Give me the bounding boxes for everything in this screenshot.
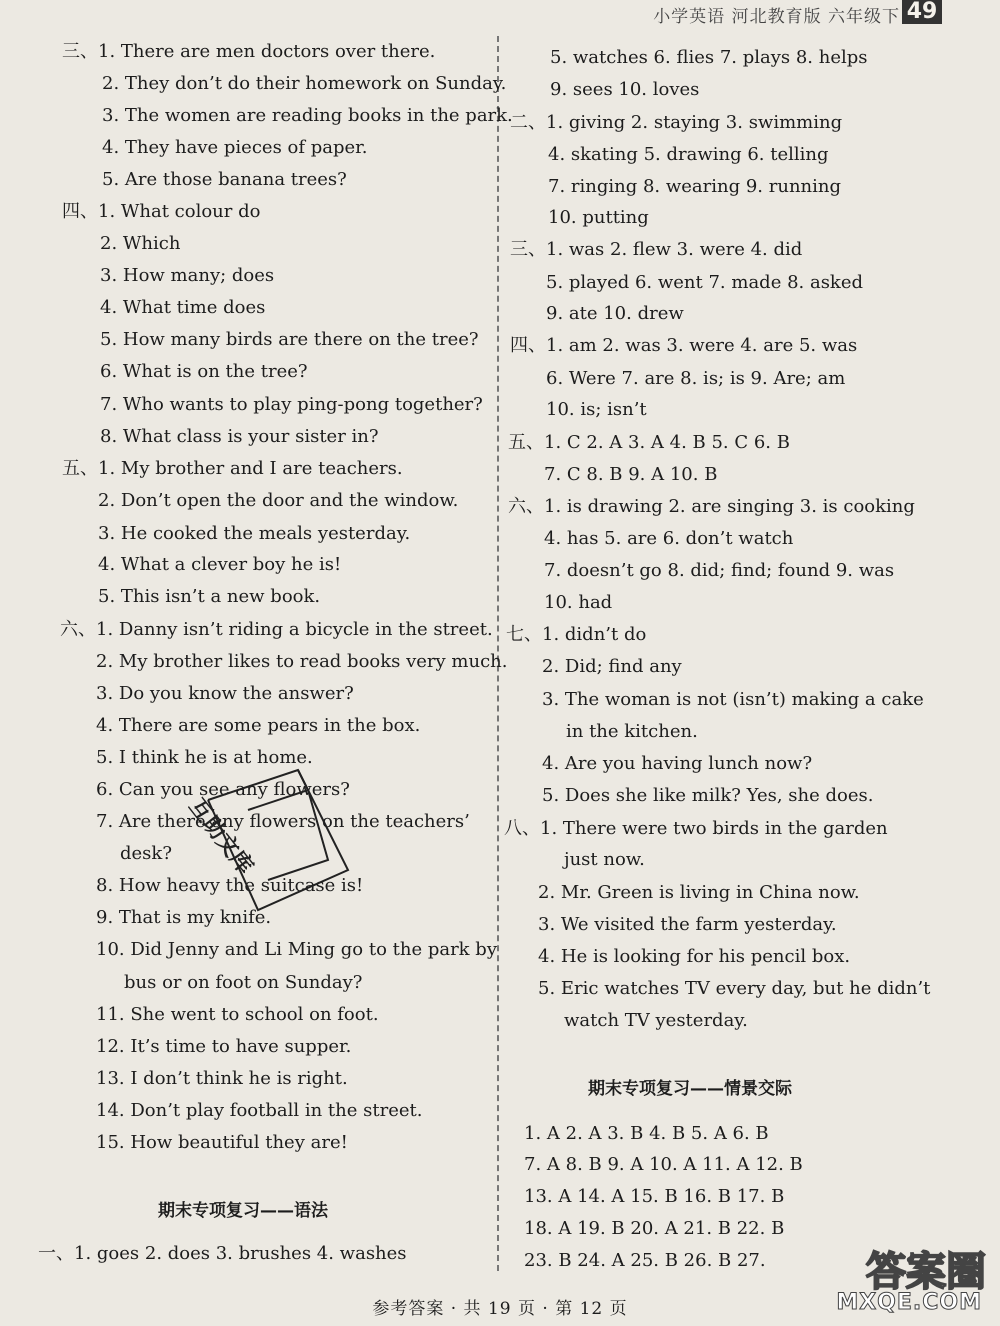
answer-line: 四、1. am 2. was 3. were 4. are 5. was — [510, 335, 858, 356]
answer-line: 9. sees 10. loves — [550, 79, 700, 100]
answer-line: 4. skating 5. drawing 6. telling — [548, 144, 829, 165]
answer-line: 15. How beautiful they are! — [96, 1132, 348, 1153]
answer-line: 2. Mr. Green is living in China now. — [538, 882, 860, 903]
answer-line: 7. C 8. B 9. A 10. B — [544, 464, 718, 485]
answer-line: 12. It’s time to have supper. — [96, 1036, 352, 1057]
answer-line: 2. Did; find any — [542, 656, 682, 677]
page-header — [0, 0, 1000, 34]
answer-line: 2. Don’t open the door and the window. — [98, 490, 459, 511]
answer-line: 10. had — [544, 592, 613, 613]
answer-line: 2. My brother likes to read books very much. — [96, 651, 508, 672]
answer-line: 6. What is on the tree? — [100, 361, 308, 382]
answer-line: 5. Are those banana trees? — [102, 169, 347, 190]
answer-line: 5. How many birds are there on the tree? — [100, 329, 479, 350]
answer-line: 7. doesn’t go 8. did; find; found 9. was — [544, 560, 895, 581]
stamp-text: 互助文库 — [183, 794, 258, 880]
answer-line: 4. There are some pears in the box. — [96, 715, 421, 736]
answer-line: 3. He cooked the meals yesterday. — [98, 523, 411, 544]
answer-line: 5. I think he is at home. — [96, 747, 313, 768]
answer-line: bus or on foot on Sunday? — [124, 972, 363, 993]
answer-line: 一、1. goes 2. does 3. brushes 4. washes — [38, 1243, 407, 1264]
answer-line: 2. They don’t do their homework on Sunday. — [102, 73, 507, 94]
answer-line: just now. — [564, 849, 645, 870]
answer-line: 9. That is my knife. — [96, 907, 272, 928]
answer-line: 八、1. There were two birds in the garden — [504, 818, 888, 839]
answer-line: 13. A 14. A 15. B 16. B 17. B — [524, 1186, 785, 1207]
answer-line: 三、1. was 2. flew 3. were 4. did — [510, 239, 803, 260]
answer-line: 五、1. C 2. A 3. A 4. B 5. C 6. B — [508, 432, 790, 453]
answer-line: 10. Did Jenny and Li Ming go to the park by — [96, 939, 498, 960]
answer-line: 6. Can you see any flowers? — [96, 779, 350, 800]
answer-line: 6. Were 7. are 8. is; is 9. Are; am — [546, 368, 846, 389]
answer-line: 七、1. didn’t do — [506, 624, 647, 645]
answer-line: 5. played 6. went 7. made 8. asked — [546, 272, 864, 293]
answer-line: desk? — [120, 843, 172, 864]
answer-line: watch TV yesterday. — [564, 1010, 748, 1031]
answer-line: 18. A 19. B 20. A 21. B 22. B — [524, 1218, 785, 1239]
answer-line: 4. has 5. are 6. don’t watch — [544, 528, 794, 549]
answer-line: 五、1. My brother and I are teachers. — [62, 458, 403, 479]
answer-line: 4. Are you having lunch now? — [542, 753, 813, 774]
logo-url: MXQE.COM — [836, 1290, 982, 1315]
answer-line: 3. We visited the farm yesterday. — [538, 914, 837, 935]
answer-line: 11. She went to school on foot. — [96, 1004, 379, 1025]
answer-line: 3. Do you know the answer? — [96, 683, 354, 704]
answer-line: 5. This isn’t a new book. — [98, 586, 321, 607]
section-title: 期末专项复习——语法 — [158, 1201, 328, 1221]
answer-line: 10. putting — [548, 207, 649, 228]
answer-line: 5. Eric watches TV every day, but he didn’t — [538, 978, 931, 999]
answer-line: 二、1. giving 2. staying 3. swimming — [510, 112, 843, 133]
answer-line: 2. Which — [100, 233, 181, 254]
answer-line: 7. Who wants to play ping-pong together? — [100, 394, 483, 415]
answer-line: 3. The woman is not (isn’t) making a cake — [542, 689, 924, 710]
answer-line: 10. is; isn’t — [546, 399, 647, 420]
answer-line: 4. What a clever boy he is! — [98, 554, 342, 575]
answer-line: 7. Are there any flowers on the teachers’ — [96, 811, 470, 832]
watermark-stamp — [183, 760, 358, 920]
answer-line: 5. Does she like milk? Yes, she does. — [542, 785, 874, 806]
page-footer: 参考答案 · 共 19 页 · 第 12 页 — [372, 1299, 628, 1319]
answer-line: 六、1. Danny isn’t riding a bicycle in the street. — [60, 619, 493, 640]
answer-line: 3. The women are reading books in the park. — [102, 105, 513, 126]
answer-line: 4. What time does — [100, 297, 266, 318]
answer-line: 3. How many; does — [100, 265, 275, 286]
answer-line: 7. ringing 8. wearing 9. running — [548, 176, 842, 197]
answer-line: 8. How heavy the suitcase is! — [96, 875, 364, 896]
answer-line: 四、1. What colour do — [62, 201, 261, 222]
answer-line: 5. watches 6. flies 7. plays 8. helps — [550, 47, 868, 68]
answer-line: 1. A 2. A 3. B 4. B 5. A 6. B — [524, 1123, 769, 1144]
answer-line: 14. Don’t play football in the street. — [96, 1100, 423, 1121]
book-title: 小学英语 河北教育版 六年级下 — [653, 7, 900, 27]
logo-text: 答案圈 — [866, 1249, 986, 1295]
answer-line: 7. A 8. B 9. A 10. A 11. A 12. B — [524, 1154, 803, 1175]
answer-line: 8. What class is your sister in? — [100, 426, 379, 447]
section-title: 期末专项复习——情景交际 — [588, 1079, 792, 1099]
answer-line: 4. They have pieces of paper. — [102, 137, 368, 158]
answer-line: 23. B 24. A 25. B 26. B 27. — [524, 1250, 766, 1271]
answer-line: 六、1. is drawing 2. are singing 3. is cooking — [508, 496, 915, 517]
answer-line: 三、1. There are men doctors over there. — [62, 41, 436, 62]
answer-line: 13. I don’t think he is right. — [96, 1068, 348, 1089]
answer-line: 4. He is looking for his pencil box. — [538, 946, 851, 967]
answer-line: 9. ate 10. drew — [546, 303, 684, 324]
page-number-badge: 49 — [902, 0, 942, 24]
answer-line: in the kitchen. — [566, 721, 698, 742]
